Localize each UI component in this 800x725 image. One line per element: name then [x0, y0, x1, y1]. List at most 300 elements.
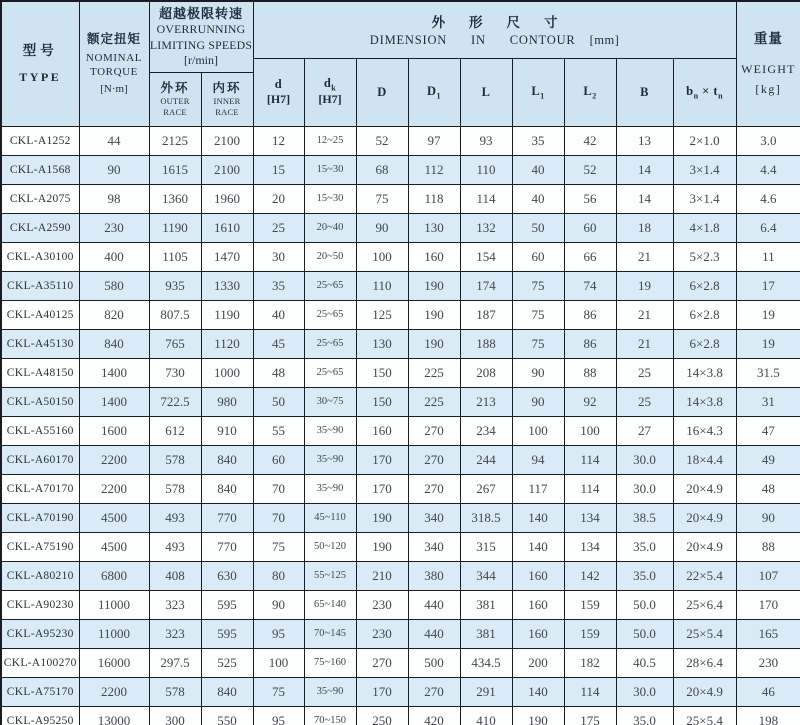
col-header-d1 [408, 58, 460, 126]
cell-bn-x-tn: 3×1.4 [673, 155, 736, 184]
cell-bn-x-tn: 4×1.8 [673, 213, 736, 242]
cell-dk-range: 35~90 [304, 445, 356, 474]
torque-label-en1: NOMINAL [85, 51, 143, 64]
outer-race-label-cn: 外环 [160, 80, 190, 95]
cell-bn-x-tn: 18×4.4 [673, 445, 736, 474]
cell-inner-race-speed: 1190 [201, 300, 253, 329]
cell-type: CKL-A40125 [1, 300, 79, 329]
dim-col-symbol: D [377, 84, 387, 99]
dimension-label-cn: 外形尺寸 [431, 15, 582, 31]
cell-inner-race-speed: 2100 [201, 126, 253, 155]
dim-col-unit: [H7] [318, 92, 342, 107]
table-row [1, 648, 800, 677]
cell-D1: 225 [408, 387, 460, 416]
cell-L: 187 [460, 300, 512, 329]
cell-dk-range: 55~125 [304, 561, 356, 590]
cell-d: 25 [253, 213, 304, 242]
cell-weight: 90 [736, 503, 800, 532]
cell-L: 291 [460, 677, 512, 706]
col-header-weight [736, 1, 800, 126]
cell-L: 93 [460, 126, 512, 155]
cell-bn-x-tn: 25×5.4 [673, 706, 736, 725]
cell-outer-race-speed: 807.5 [149, 300, 201, 329]
cell-dk-range: 70~150 [304, 706, 356, 725]
cell-d: 75 [253, 677, 304, 706]
cell-nominal-torque: 400 [79, 242, 149, 271]
cell-D1: 420 [408, 706, 460, 725]
cell-nominal-torque: 11000 [79, 590, 149, 619]
table-row [1, 184, 800, 213]
torque-label-cn: 额定扭矩 [86, 31, 141, 46]
cell-B: 25 [616, 358, 673, 387]
cell-L: 114 [460, 184, 512, 213]
cell-dk-range: 25~65 [304, 358, 356, 387]
cell-D: 170 [356, 677, 408, 706]
cell-L2: 42 [564, 126, 616, 155]
cell-B: 30.0 [616, 445, 673, 474]
cell-outer-race-speed: 323 [149, 619, 201, 648]
cell-weight: 198 [736, 706, 800, 725]
cell-bn-x-tn: 3×1.4 [673, 184, 736, 213]
cell-L: 234 [460, 416, 512, 445]
col-header-d [356, 58, 408, 126]
col-header-nominal-torque [79, 1, 149, 126]
cell-inner-race-speed: 1120 [201, 329, 253, 358]
cell-L2: 100 [564, 416, 616, 445]
cell-inner-race-speed: 2100 [201, 155, 253, 184]
cell-B: 35.0 [616, 706, 673, 725]
cell-B: 14 [616, 184, 673, 213]
cell-inner-race-speed: 630 [201, 561, 253, 590]
cell-L: 344 [460, 561, 512, 590]
cell-weight: 3.0 [736, 126, 800, 155]
cell-bn-x-tn: 6×2.8 [673, 300, 736, 329]
dim-col-unit: [H7] [266, 91, 291, 106]
cell-D1: 270 [408, 445, 460, 474]
table-row [1, 532, 800, 561]
cell-nominal-torque: 4500 [79, 503, 149, 532]
cell-D: 190 [356, 532, 408, 561]
cell-B: 25 [616, 387, 673, 416]
cell-inner-race-speed: 595 [201, 619, 253, 648]
cell-D1: 270 [408, 416, 460, 445]
cell-B: 14 [616, 155, 673, 184]
cell-L1: 90 [512, 358, 564, 387]
cell-nominal-torque: 13000 [79, 706, 149, 725]
cell-D1: 118 [408, 184, 460, 213]
cell-D1: 440 [408, 619, 460, 648]
cell-inner-race-speed: 1330 [201, 271, 253, 300]
cell-B: 35.0 [616, 532, 673, 561]
cell-L1: 35 [512, 126, 564, 155]
cell-L2: 114 [564, 677, 616, 706]
table-row [1, 619, 800, 648]
cell-nominal-torque: 820 [79, 300, 149, 329]
cell-inner-race-speed: 840 [201, 474, 253, 503]
cell-bn-x-tn: 25×5.4 [673, 619, 736, 648]
cell-L1: 60 [512, 242, 564, 271]
cell-L1: 50 [512, 213, 564, 242]
cell-L: 174 [460, 271, 512, 300]
table-row [1, 271, 800, 300]
cell-D1: 500 [408, 648, 460, 677]
cell-D1: 270 [408, 677, 460, 706]
dim-col-symbol: $b_n \times t_n$ [686, 83, 724, 101]
cell-type: CKL-A35110 [1, 271, 79, 300]
cell-L2: 52 [564, 155, 616, 184]
cell-type: CKL-A60170 [1, 445, 79, 474]
cell-inner-race-speed: 1000 [201, 358, 253, 387]
cell-type: CKL-A45130 [1, 329, 79, 358]
cell-L1: 94 [512, 445, 564, 474]
cell-B: 21 [616, 300, 673, 329]
cell-nominal-torque: 90 [79, 155, 149, 184]
dim-col-symbol: B [640, 84, 649, 99]
cell-type: CKL-A75170 [1, 677, 79, 706]
cell-outer-race-speed: 2125 [149, 126, 201, 155]
table-row [1, 561, 800, 590]
cell-outer-race-speed: 578 [149, 677, 201, 706]
cell-weight: 17 [736, 271, 800, 300]
cell-weight: 165 [736, 619, 800, 648]
cell-outer-race-speed: 493 [149, 532, 201, 561]
cell-inner-race-speed: 595 [201, 590, 253, 619]
table-row [1, 242, 800, 271]
cell-d: 45 [253, 329, 304, 358]
cell-dk-range: 20~40 [304, 213, 356, 242]
cell-inner-race-speed: 1470 [201, 242, 253, 271]
cell-type: CKL-A75190 [1, 532, 79, 561]
cell-weight: 230 [736, 648, 800, 677]
cell-weight: 107 [736, 561, 800, 590]
cell-D: 52 [356, 126, 408, 155]
cell-weight: 31.5 [736, 358, 800, 387]
cell-L2: 88 [564, 358, 616, 387]
cell-B: 30.0 [616, 677, 673, 706]
weight-label-cn: 重量 [753, 31, 783, 47]
cell-L2: 182 [564, 648, 616, 677]
cell-dk-range: 45~110 [304, 503, 356, 532]
cell-L1: 160 [512, 590, 564, 619]
cell-inner-race-speed: 1960 [201, 184, 253, 213]
cell-D1: 440 [408, 590, 460, 619]
cell-type: CKL-A95230 [1, 619, 79, 648]
cell-B: 18 [616, 213, 673, 242]
cell-D: 170 [356, 474, 408, 503]
cell-weight: 4.4 [736, 155, 800, 184]
cell-type: CKL-A2075 [1, 184, 79, 213]
cell-d: 50 [253, 387, 304, 416]
cell-nominal-torque: 2200 [79, 474, 149, 503]
dimension-label-en [254, 33, 736, 48]
col-header-bn-x-tn [673, 58, 736, 126]
cell-D: 230 [356, 619, 408, 648]
cell-dk-range: 25~65 [304, 329, 356, 358]
cell-D1: 130 [408, 213, 460, 242]
cell-D: 270 [356, 648, 408, 677]
cell-L1: 140 [512, 677, 564, 706]
cell-type: CKL-A55160 [1, 416, 79, 445]
cell-weight: 48 [736, 474, 800, 503]
cell-outer-race-speed: 730 [149, 358, 201, 387]
cell-nominal-torque: 4500 [79, 532, 149, 561]
dimension-en-text: DIMENSION IN CONTOUR [369, 33, 576, 48]
cell-L2: 92 [564, 387, 616, 416]
cell-L1: 140 [512, 503, 564, 532]
cell-outer-race-speed: 578 [149, 445, 201, 474]
cell-B: 40.5 [616, 648, 673, 677]
group-header-overrunning-speeds [149, 1, 253, 72]
cell-d: 30 [253, 242, 304, 271]
cell-D1: 340 [408, 532, 460, 561]
cell-B: 27 [616, 416, 673, 445]
cell-d: 95 [253, 706, 304, 725]
cell-outer-race-speed: 408 [149, 561, 201, 590]
cell-bn-x-tn: 5×2.3 [673, 242, 736, 271]
cell-nominal-torque: 11000 [79, 619, 149, 648]
cell-outer-race-speed: 935 [149, 271, 201, 300]
torque-unit: [N·m] [100, 83, 128, 96]
cell-outer-race-speed: 765 [149, 329, 201, 358]
speeds-label-cn: 超越极限转速 [159, 5, 244, 21]
cell-nominal-torque: 98 [79, 184, 149, 213]
cell-D1: 97 [408, 126, 460, 155]
cell-weight: 46 [736, 677, 800, 706]
cell-nominal-torque: 1400 [79, 358, 149, 387]
cell-L1: 160 [512, 619, 564, 648]
cell-weight: 47 [736, 416, 800, 445]
cell-L: 213 [460, 387, 512, 416]
cell-d: 15 [253, 155, 304, 184]
inner-race-label-cn: 内环 [212, 80, 242, 95]
cell-bn-x-tn: 6×2.8 [673, 271, 736, 300]
cell-L2: 74 [564, 271, 616, 300]
cell-D: 150 [356, 358, 408, 387]
cell-D: 190 [356, 503, 408, 532]
cell-L2: 86 [564, 329, 616, 358]
cell-D1: 190 [408, 329, 460, 358]
cell-weight: 170 [736, 590, 800, 619]
table-row [1, 416, 800, 445]
dim-col-symbol: $d_k$ [323, 75, 337, 93]
cell-nominal-torque: 580 [79, 271, 149, 300]
table-row [1, 387, 800, 416]
cell-L: 318.5 [460, 503, 512, 532]
cell-weight: 6.4 [736, 213, 800, 242]
cell-dk-range: 50~120 [304, 532, 356, 561]
col-header-dk [304, 58, 356, 126]
cell-D: 160 [356, 416, 408, 445]
cell-nominal-torque: 16000 [79, 648, 149, 677]
cell-L2: 142 [564, 561, 616, 590]
cell-weight: 11 [736, 242, 800, 271]
cell-nominal-torque: 230 [79, 213, 149, 242]
cell-weight: 49 [736, 445, 800, 474]
cell-type: CKL-A48150 [1, 358, 79, 387]
cell-bn-x-tn: 20×4.9 [673, 503, 736, 532]
col-header-inner-race [201, 72, 253, 126]
cell-L: 267 [460, 474, 512, 503]
cell-D: 90 [356, 213, 408, 242]
cell-L: 188 [460, 329, 512, 358]
cell-dk-range: 30~75 [304, 387, 356, 416]
cell-dk-range: 70~145 [304, 619, 356, 648]
table-row [1, 329, 800, 358]
cell-outer-race-speed: 612 [149, 416, 201, 445]
cell-L: 244 [460, 445, 512, 474]
cell-dk-range: 25~65 [304, 271, 356, 300]
cell-D1: 340 [408, 503, 460, 532]
type-label-en: TYPE [19, 70, 62, 85]
table-row [1, 300, 800, 329]
cell-outer-race-speed: 722.5 [149, 387, 201, 416]
cell-L2: 159 [564, 619, 616, 648]
cell-type: CKL-A90230 [1, 590, 79, 619]
cell-dk-range: 65~140 [304, 590, 356, 619]
cell-D1: 190 [408, 300, 460, 329]
cell-bn-x-tn: 20×4.9 [673, 532, 736, 561]
table-row [1, 445, 800, 474]
cell-L2: 134 [564, 532, 616, 561]
cell-d: 80 [253, 561, 304, 590]
cell-B: 19 [616, 271, 673, 300]
dim-col-symbol: $L_1$ [531, 83, 545, 101]
cell-L: 154 [460, 242, 512, 271]
cell-L1: 200 [512, 648, 564, 677]
cell-D1: 190 [408, 271, 460, 300]
cell-D: 150 [356, 387, 408, 416]
speeds-label-en1: OVERRUNNING [156, 22, 246, 37]
cell-D: 75 [356, 184, 408, 213]
cell-B: 21 [616, 329, 673, 358]
cell-bn-x-tn: 16×4.3 [673, 416, 736, 445]
dimension-unit: [mm] [589, 33, 620, 48]
col-header-d [253, 58, 304, 126]
cell-inner-race-speed: 1610 [201, 213, 253, 242]
cell-L: 381 [460, 590, 512, 619]
cell-inner-race-speed: 980 [201, 387, 253, 416]
cell-L2: 114 [564, 445, 616, 474]
cell-L1: 190 [512, 706, 564, 725]
cell-outer-race-speed: 297.5 [149, 648, 201, 677]
cell-dk-range: 35~90 [304, 474, 356, 503]
cell-L1: 117 [512, 474, 564, 503]
cell-type: CKL-A70170 [1, 474, 79, 503]
cell-outer-race-speed: 1105 [149, 242, 201, 271]
cell-nominal-torque: 44 [79, 126, 149, 155]
cell-d: 48 [253, 358, 304, 387]
cell-L1: 75 [512, 329, 564, 358]
inner-race-label-en: INNER RACE [213, 96, 241, 118]
cell-L1: 100 [512, 416, 564, 445]
cell-D1: 112 [408, 155, 460, 184]
cell-L2: 175 [564, 706, 616, 725]
table-row [1, 590, 800, 619]
group-header-dimension [253, 1, 736, 58]
cell-d: 95 [253, 619, 304, 648]
cell-L: 410 [460, 706, 512, 725]
cell-outer-race-speed: 1190 [149, 213, 201, 242]
col-header-l1 [512, 58, 564, 126]
cell-bn-x-tn: 14×3.8 [673, 358, 736, 387]
dim-col-symbol: $D_1$ [427, 83, 442, 101]
cell-L: 110 [460, 155, 512, 184]
dim-col-symbol: $L_2$ [583, 83, 597, 101]
cell-bn-x-tn: 25×6.4 [673, 590, 736, 619]
table-row [1, 213, 800, 242]
cell-dk-range: 12~25 [304, 126, 356, 155]
cell-B: 21 [616, 242, 673, 271]
cell-L2: 66 [564, 242, 616, 271]
cell-L1: 160 [512, 561, 564, 590]
cell-nominal-torque: 1400 [79, 387, 149, 416]
cell-D: 125 [356, 300, 408, 329]
cell-B: 30.0 [616, 474, 673, 503]
col-header-l2 [564, 58, 616, 126]
cell-type: CKL-A70190 [1, 503, 79, 532]
col-header-b [616, 58, 673, 126]
cell-D1: 380 [408, 561, 460, 590]
cell-bn-x-tn: 6×2.8 [673, 329, 736, 358]
weight-unit: [kg] [755, 81, 782, 96]
cell-dk-range: 15~30 [304, 155, 356, 184]
cell-L: 315 [460, 532, 512, 561]
cell-D1: 270 [408, 474, 460, 503]
cell-bn-x-tn: 14×3.8 [673, 387, 736, 416]
cell-outer-race-speed: 323 [149, 590, 201, 619]
cell-inner-race-speed: 840 [201, 677, 253, 706]
cell-bn-x-tn: 2×1.0 [673, 126, 736, 155]
table-row [1, 155, 800, 184]
dim-col-symbol: L [481, 84, 491, 99]
cell-type: CKL-A80210 [1, 561, 79, 590]
cell-type: CKL-A95250 [1, 706, 79, 725]
cell-bn-x-tn: 28×6.4 [673, 648, 736, 677]
table-row [1, 677, 800, 706]
table-row [1, 358, 800, 387]
cell-type: CKL-A50150 [1, 387, 79, 416]
cell-D: 230 [356, 590, 408, 619]
cell-bn-x-tn: 22×5.4 [673, 561, 736, 590]
table-row [1, 503, 800, 532]
cell-d: 70 [253, 474, 304, 503]
cell-d: 40 [253, 300, 304, 329]
cell-dk-range: 35~90 [304, 416, 356, 445]
cell-d: 12 [253, 126, 304, 155]
cell-d: 55 [253, 416, 304, 445]
cell-L1: 40 [512, 184, 564, 213]
cell-inner-race-speed: 840 [201, 445, 253, 474]
cell-dk-range: 20~50 [304, 242, 356, 271]
cell-weight: 31 [736, 387, 800, 416]
col-header-l [460, 58, 512, 126]
cell-D1: 225 [408, 358, 460, 387]
cell-D: 110 [356, 271, 408, 300]
cell-D: 170 [356, 445, 408, 474]
cell-B: 50.0 [616, 619, 673, 648]
cell-L2: 134 [564, 503, 616, 532]
cell-bn-x-tn: 20×4.9 [673, 677, 736, 706]
cell-D: 250 [356, 706, 408, 725]
cell-dk-range: 35~90 [304, 677, 356, 706]
cell-B: 35.0 [616, 561, 673, 590]
cell-L: 132 [460, 213, 512, 242]
col-header-type [1, 1, 79, 126]
cell-L2: 114 [564, 474, 616, 503]
cell-outer-race-speed: 578 [149, 474, 201, 503]
cell-dk-range: 15~30 [304, 184, 356, 213]
cell-type: CKL-A1252 [1, 126, 79, 155]
